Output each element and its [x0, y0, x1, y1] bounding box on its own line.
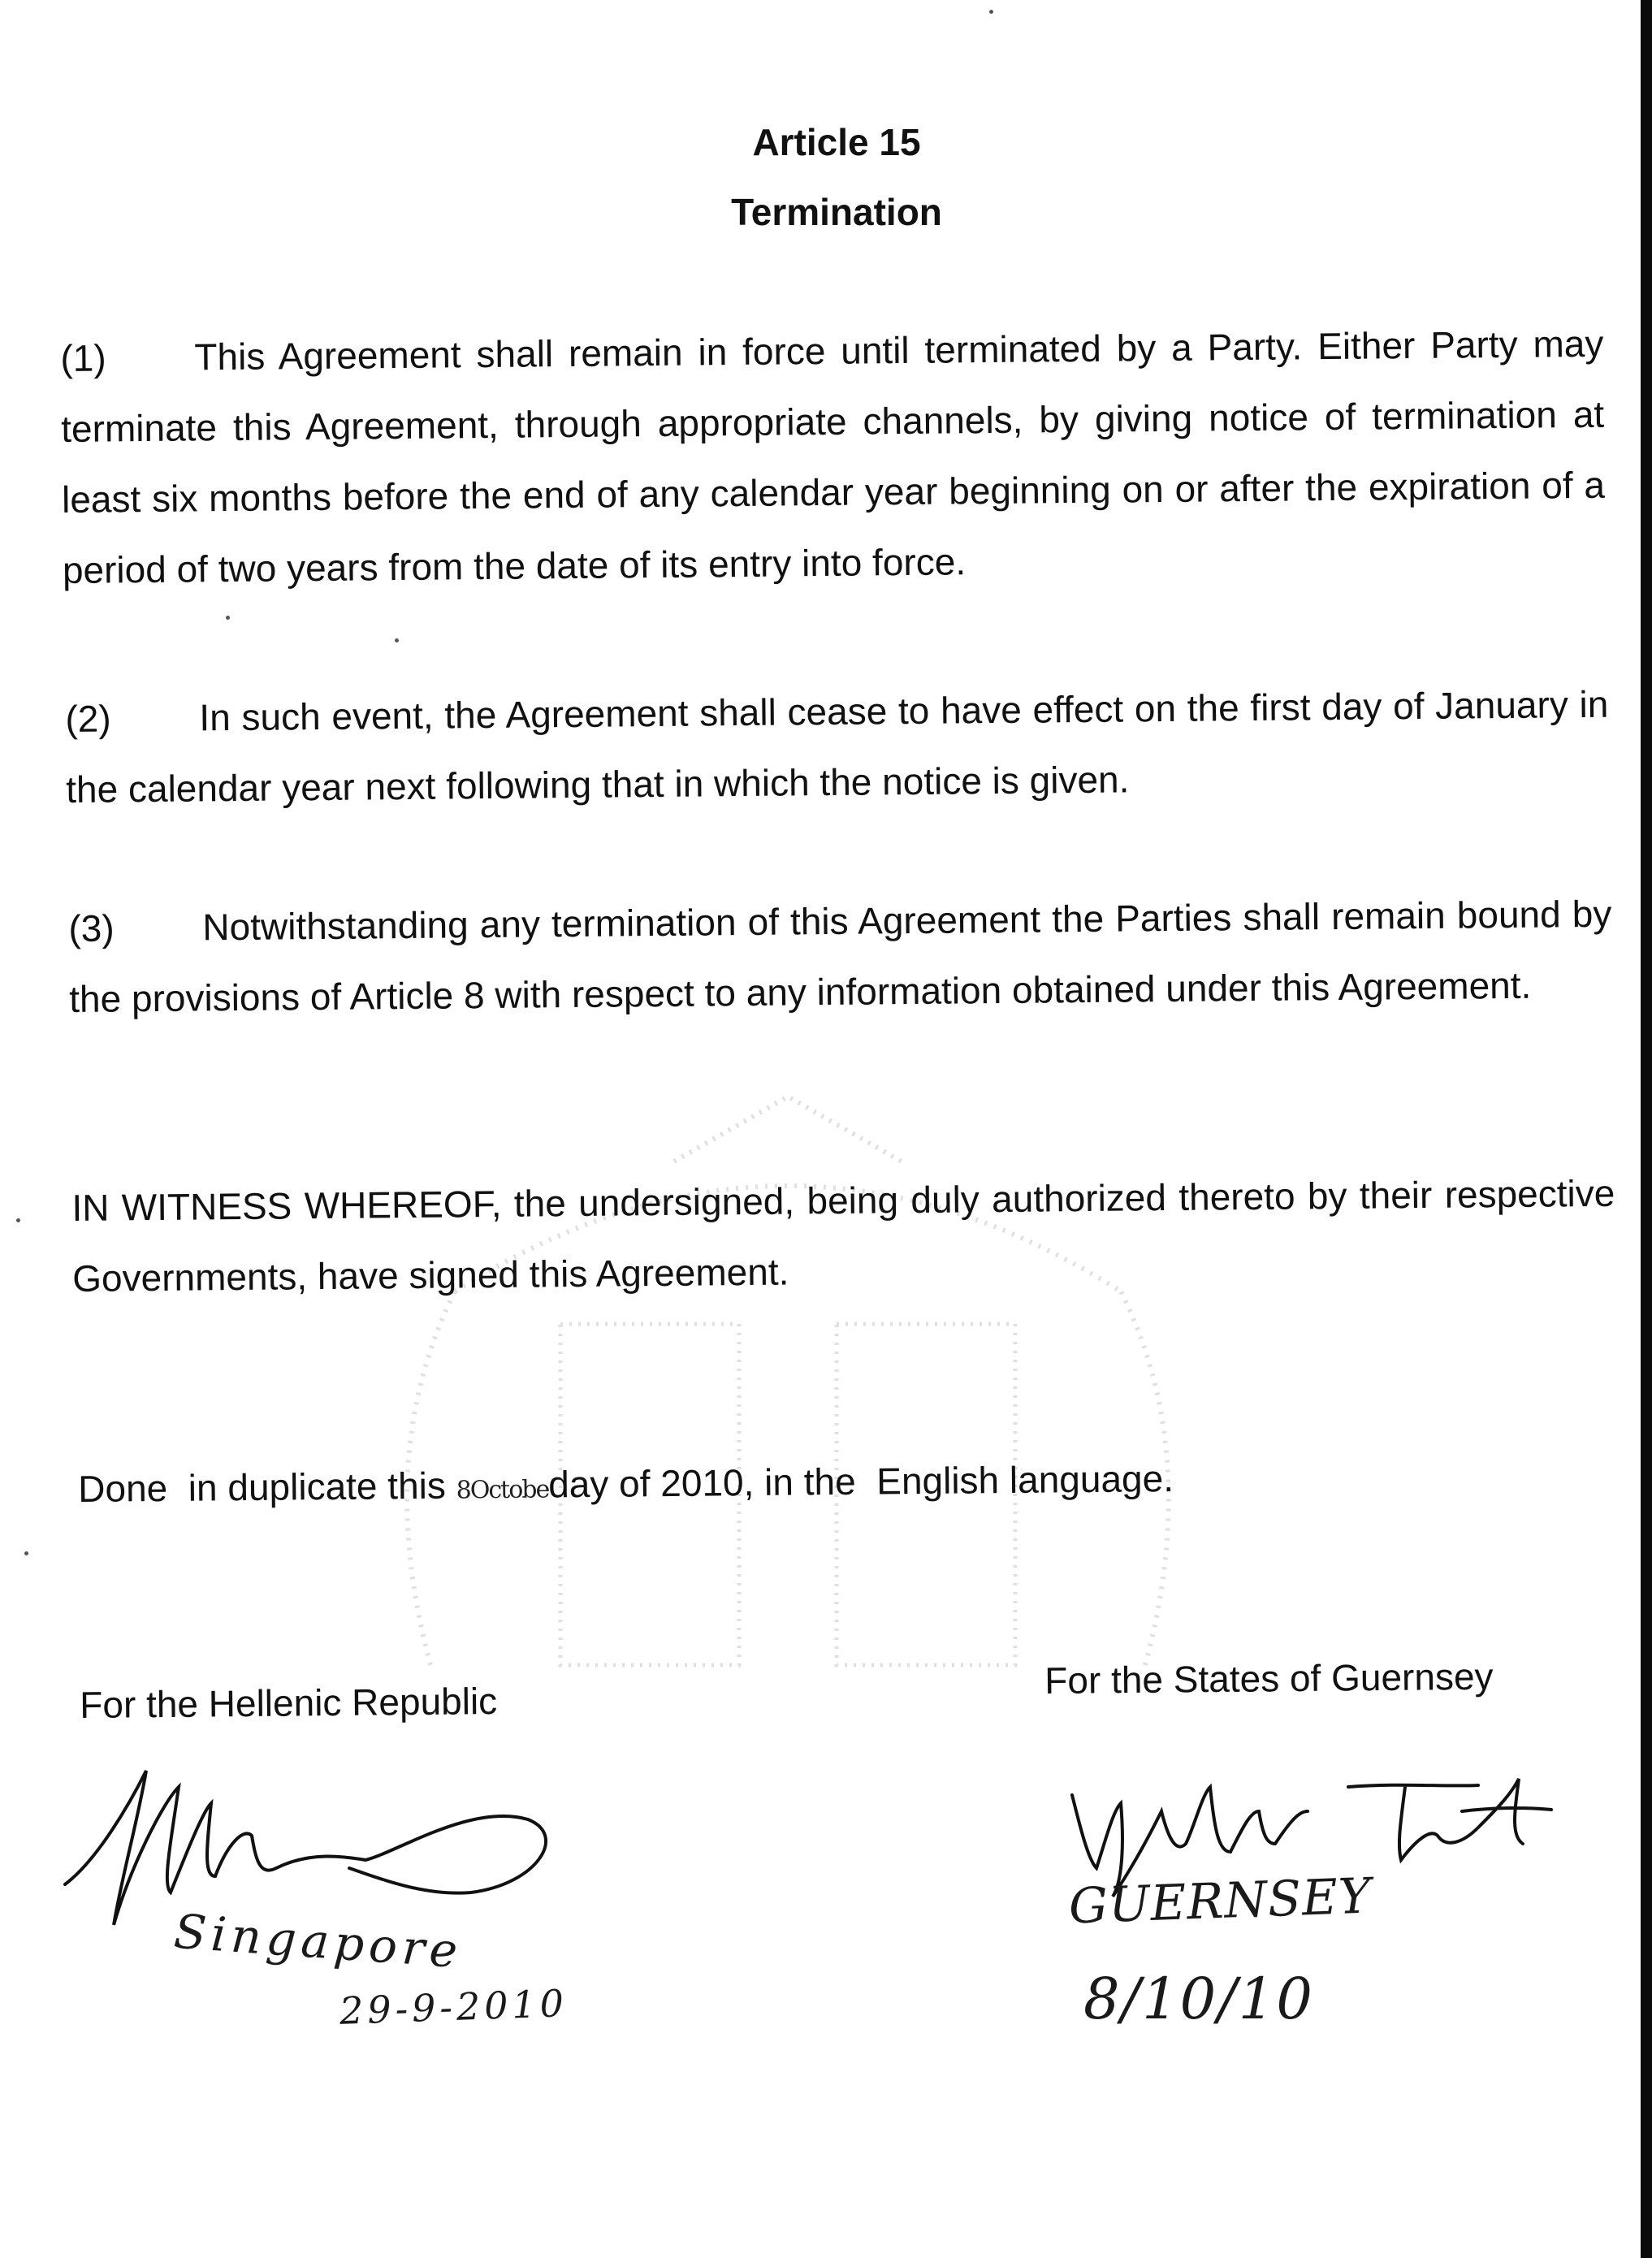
scan-speck — [395, 638, 399, 642]
scan-speck — [226, 616, 230, 620]
paragraph-2 — [65, 669, 1610, 825]
article-title: Article 15 — [752, 121, 921, 163]
scan-speck — [16, 1218, 20, 1222]
paragraph-text: This Agreement shall remain in force until terminated by a Party. Either Party may terminate this Agreement, through appropriate channels, by giving notice of termination at least six months before the end of any calendar year beginning on or after the expiration of a period of two years from the date of its entry into force. — [60, 322, 1606, 591]
scan-speck — [989, 10, 993, 14]
handwritten-place-left: Singapore — [172, 1903, 465, 1979]
paragraph-text: Notwithstanding any termination of this Agreement the Parties shall remain bound by the provisions of Article 8 with respect to any information obtained under this Agreement. — [68, 892, 1612, 1020]
paragraph-number: (3) — [68, 906, 115, 949]
handwritten-day: 8Octobe — [456, 1475, 549, 1505]
scan-border — [1641, 0, 1652, 2258]
paragraph-number: (1) — [60, 336, 106, 379]
article-subtitle: Termination — [731, 191, 942, 233]
witness-clause: IN WITNESS WHEREOF, the undersigned, being duly authorized thereto by their respective Governments, have signed this Agreement. — [71, 1171, 1615, 1300]
handwritten-place-right: GUERNSEY — [1067, 1867, 1373, 1936]
done-prefix: Done in duplicate this — [78, 1464, 456, 1510]
paragraph-number: (2) — [65, 697, 111, 740]
handwritten-date-right: 8/10/10 — [1083, 1966, 1314, 2032]
paragraph-1 — [60, 309, 1606, 606]
signatory-right-label: For the States of Guernsey — [1044, 1655, 1494, 1702]
paragraph-text: In such event, the Agreement shall cease to have effect on the first day of January in the calendar year next following that in which the notice is given. — [65, 682, 1609, 811]
scan-speck — [24, 1551, 28, 1555]
paragraph-3 — [68, 879, 1613, 1035]
done-suffix: day of 2010, in the English language. — [547, 1457, 1174, 1506]
signatory-left-label: For the Hellenic Republic — [80, 1680, 498, 1726]
done-in-duplicate-line — [78, 1456, 1174, 1516]
handwritten-date-left: 29-9-2010 — [339, 1981, 569, 2033]
